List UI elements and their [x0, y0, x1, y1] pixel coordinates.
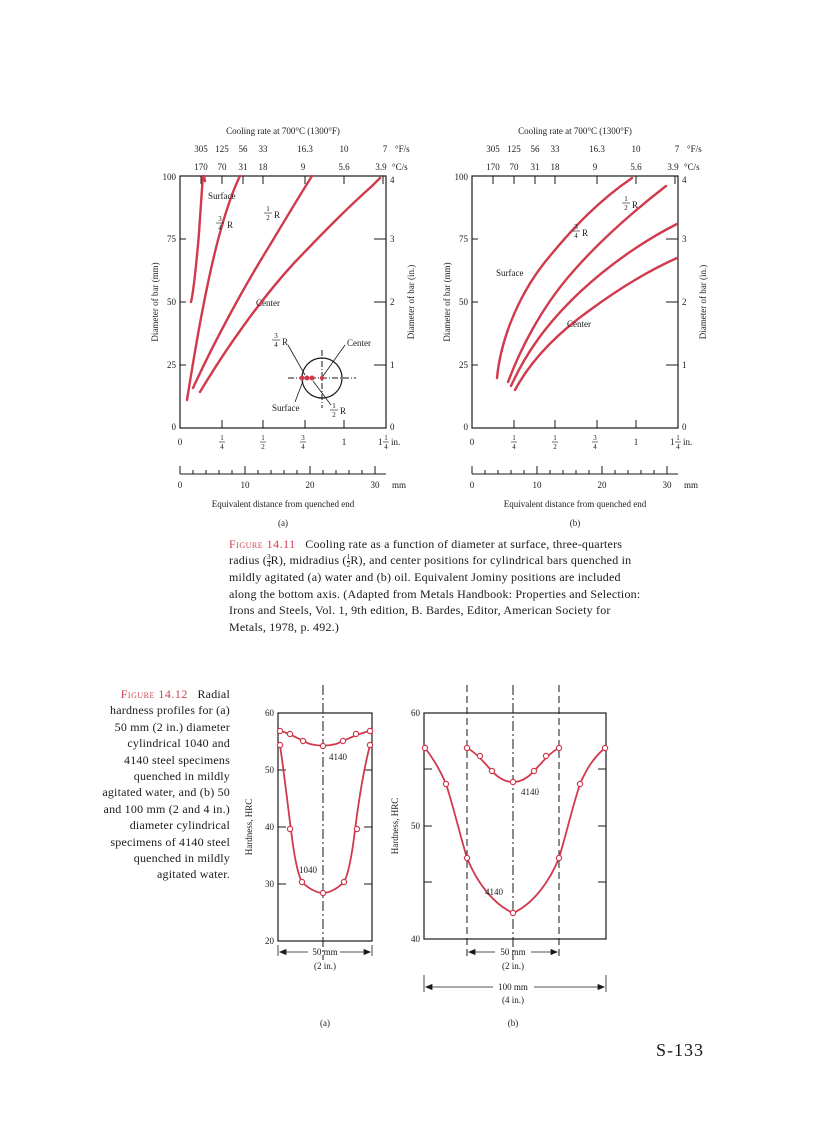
fig1411b-C-tick: 3.9 — [667, 162, 679, 172]
fig1411a-label-surface: Surface — [208, 191, 236, 201]
fig1411a-right-axis-label: Diameter of bar (in.) — [406, 264, 416, 340]
fig1411a-label-tq-r: R — [227, 220, 234, 230]
fig1411-caption-text-1: Cooling rate as a function of diameter at surface, three-quarters radius ( — [229, 537, 623, 568]
fig1411b-half-r: R — [632, 200, 639, 210]
fig1412a-label-1040: 1040 — [299, 865, 317, 875]
fig1411b-C-tick: 18 — [550, 162, 560, 172]
fig1411b-mm-tick: 10 — [532, 480, 542, 490]
fig1411a-F-tick: 10 — [339, 144, 349, 154]
pt — [287, 731, 292, 736]
fig1411b-F-tick: 33 — [550, 144, 560, 154]
fig1411b-in-tick: 0 — [469, 437, 475, 447]
pt — [300, 738, 305, 743]
pt — [277, 728, 282, 733]
fig1411b-C-tick: 31 — [530, 162, 540, 172]
fig1411a-mm-tick: 20 — [305, 480, 315, 490]
pt — [353, 731, 358, 736]
fig1411b-C-tick: 5.6 — [630, 162, 642, 172]
pt — [287, 826, 292, 831]
pt — [477, 753, 482, 758]
fig1411-caption-frac-34: $\frac{3}{4}$ — [266, 553, 271, 570]
fig1412b-curve-100mm — [425, 748, 605, 913]
fig1412a-points — [277, 728, 372, 895]
fig1411a-C-unit: °C/s — [392, 162, 408, 172]
fig1411b-tq-r: R — [582, 228, 589, 238]
fig1411b-tick-marks — [472, 176, 678, 428]
fig1411b-in-tick-quarter — [511, 434, 517, 451]
fig1411b-label-center: Center — [567, 319, 591, 329]
frac-den: 4 — [218, 224, 222, 232]
fig1411a-right-tick: 4 — [390, 175, 395, 185]
dim-arrow — [426, 985, 432, 990]
fig1411a-left-tick: 75 — [167, 234, 176, 244]
fig1412b-dim-small-mm: 50 mm — [500, 947, 526, 957]
fig1411a-F-tick: 16.3 — [297, 144, 313, 154]
pt — [367, 728, 372, 733]
fig1411b-mm-tick: 20 — [597, 480, 607, 490]
fig1412b-frame — [424, 713, 606, 939]
fig1411a-F-tick: 33 — [258, 144, 268, 154]
pt — [340, 738, 345, 743]
pt — [443, 781, 448, 786]
fig1411a-left-tick: 50 — [167, 297, 176, 307]
inset-label-three-quarter — [272, 332, 288, 349]
fig1412a-y-tick: 30 — [265, 879, 274, 889]
fig1411b-right-tick: 3 — [682, 234, 687, 244]
fig1411b-curves — [497, 178, 677, 390]
frac-num: 3 — [274, 332, 278, 340]
inset-label-surface: Surface — [272, 403, 300, 413]
fig1411a-left-axis-label: Diameter of bar (mm) — [150, 262, 160, 342]
fig1411a-top-tick-marks — [201, 176, 383, 184]
frac-num: 3 — [301, 434, 305, 442]
inset-half-r: R — [340, 406, 347, 416]
fig1411a-F-tick: 125 — [215, 144, 229, 154]
fig1411b-in-tick-3q — [592, 434, 598, 451]
fig1411a-C-ticks — [194, 162, 408, 172]
fig1411a-F-unit: °F/s — [395, 144, 410, 154]
fig1411a-C-tick: 18 — [258, 162, 268, 172]
pt — [299, 879, 304, 884]
fig1411-caption-frac-12: $\frac{1}{2}$ — [346, 553, 351, 570]
fig1412a-dim-mm: 50 mm — [312, 947, 338, 957]
dim-arrow — [551, 950, 557, 955]
frac-den: 4 — [574, 232, 578, 240]
pt — [510, 910, 515, 915]
inset-tq-r: R — [282, 337, 289, 347]
fig1411-caption-text-2: R), midradius ( — [270, 553, 347, 568]
fig1412b-y-tick: 60 — [411, 708, 420, 718]
fig1411b-in-tick-114 — [670, 434, 692, 451]
fig1411b-mm-axis — [472, 466, 678, 474]
fig1411b-label-surface: Surface — [496, 268, 524, 278]
frac-den: 4 — [593, 443, 597, 451]
frac-den: 2 — [332, 411, 336, 419]
fig1412b-dim-large-in: (4 in.) — [502, 995, 524, 1005]
fig1411b-right-tick: 2 — [682, 297, 687, 307]
inset-pt-three-quarter — [305, 376, 310, 381]
frac-den: 4 — [676, 443, 680, 451]
fig1411b-C-tick: 70 — [509, 162, 519, 172]
fig1411a-in-tick-114 — [378, 434, 400, 451]
pt — [510, 779, 515, 784]
fig1412b-label-50mm: 4140 — [521, 787, 539, 797]
fig1411b-mm-tick: 30 — [662, 480, 672, 490]
fig1412b-dim-large-mm: 100 mm — [498, 982, 528, 992]
pt — [577, 781, 582, 786]
inset-label-half — [330, 402, 346, 419]
fig1411b-panel-label: (b) — [569, 518, 581, 528]
fig1412-caption-number: Figure 14.12 — [120, 687, 188, 701]
frac-den: 4 — [301, 443, 305, 451]
fig1411a-top-title: Cooling rate at 700°C (1300°F) — [226, 126, 340, 136]
frac-num: 1 — [384, 434, 388, 442]
fig1411b-right-tick: 4 — [682, 175, 687, 185]
fig1411a-curve-surface — [191, 176, 203, 302]
fig1411a-curve-three-quarter — [187, 176, 240, 400]
fig1411a-label-half — [264, 205, 280, 222]
fig1412b-y-label: Hardness, HRC — [390, 797, 400, 855]
fig1412a-y-tick: 40 — [265, 822, 274, 832]
fig1411a-C-tick: 9 — [300, 162, 306, 172]
frac-num: 3 — [218, 215, 222, 223]
fig1411b-F-tick: 305 — [486, 144, 500, 154]
fig1411a-mm-axis — [180, 466, 386, 474]
frac-den: 2 — [553, 443, 557, 451]
fig1411b-left-tick: 100 — [454, 172, 468, 182]
pt — [367, 742, 372, 747]
fig1411a-in-tick: 1 — [341, 437, 347, 447]
dim-arrow — [280, 950, 286, 955]
unit: in. — [391, 437, 401, 447]
fig1411b-in-tick: 1 — [633, 437, 639, 447]
fig1411b-curve-surface — [497, 178, 632, 378]
fig1411b-left-axis-label: Diameter of bar (mm) — [442, 262, 452, 342]
fig1411a-mm-tick: 0 — [177, 480, 183, 490]
fig1411a-F-tick: 7 — [382, 144, 388, 154]
fig1411a-mm-tick: 30 — [370, 480, 380, 490]
pt — [489, 768, 494, 773]
fig1411b-C-tick: 170 — [486, 162, 500, 172]
fig1411a-in-tick-half — [260, 434, 266, 451]
frac-num: 1 — [261, 434, 265, 442]
fig1411b-F-tick: 125 — [507, 144, 521, 154]
fig1411b-right-axis-label: Diameter of bar (in.) — [698, 264, 708, 340]
dim-arrow — [469, 950, 475, 955]
fig1411a-mm-tick: 10 — [240, 480, 250, 490]
fig1412a-y-tick: 60 — [265, 708, 274, 718]
fig1412b — [390, 685, 608, 1028]
fig1412a-y-label: Hardness, HRC — [244, 798, 254, 856]
pt — [556, 855, 561, 860]
fig1411b-label-half — [622, 195, 638, 212]
fig1411a-C-tick: 170 — [194, 162, 208, 172]
fig1412-caption — [102, 686, 230, 883]
fig1411b-top-title: Cooling rate at 700°C (1300°F) — [518, 126, 632, 136]
fig1411-caption-number: Figure 14.11 — [229, 537, 296, 551]
fig1411a-in-tick-quarter — [219, 434, 225, 451]
fig1412a-curve-1040 — [280, 745, 370, 893]
fig1411a-right-tick: 1 — [390, 360, 395, 370]
frac-num: 3 — [574, 223, 578, 231]
fig1412b-panel-label: (b) — [507, 1018, 519, 1028]
fig1411b-frame — [472, 176, 678, 428]
fig1411b-F-tick: 10 — [631, 144, 641, 154]
frac-num: 1 — [553, 434, 557, 442]
frac-den: 4 — [512, 443, 516, 451]
fig1411-caption-text-3: R), and center positions for cylindrical bars quenched in mildly agitated (a) water and (b) oil. Equivalent Jominy positions are included along the bottom axis. (Adapted from Metals Handbook: Properties and Selection: Irons and Steels, Vol. 1, 9th edition, B. Bardes, Editor, American Society for Metals, 1978, p. 492.) — [229, 553, 641, 634]
fig1412b-y-tick: 40 — [411, 934, 420, 944]
frac-num: 1 — [512, 434, 516, 442]
fig1411b-C-unit: °C/s — [684, 162, 700, 172]
inset-pt-center — [320, 376, 324, 380]
pt — [341, 879, 346, 884]
dim-arrow — [598, 985, 604, 990]
fig1412a-curves — [280, 731, 370, 893]
pt — [556, 745, 561, 750]
frac-num: 1 — [220, 434, 224, 442]
frac-num: 1 — [332, 402, 336, 410]
frac-den: 2 — [624, 204, 628, 212]
fig1411b-C-tick: 9 — [592, 162, 598, 172]
inset-leader — [295, 381, 303, 402]
fig1411b-mm-tick: 0 — [469, 480, 475, 490]
fig1411b-in-tick-half — [552, 434, 558, 451]
frac-den: 4 — [274, 341, 278, 349]
fig1412b-y-tick: 50 — [411, 821, 420, 831]
fig1411a-right-tick: 2 — [390, 297, 395, 307]
fig1412b-curves — [425, 748, 605, 913]
fig1411b-right-tick: 0 — [682, 422, 687, 432]
pt — [464, 745, 469, 750]
fig1411a-bottom-tick-marks — [222, 420, 344, 428]
pt — [464, 855, 469, 860]
fig1411a-F-tick: 305 — [194, 144, 208, 154]
pt — [277, 742, 282, 747]
fig1411b-F-tick: 7 — [674, 144, 680, 154]
inset-pt-half — [310, 376, 315, 381]
fig1411a-F-ticks — [194, 144, 410, 154]
fig1411a-left-tick: 100 — [162, 172, 176, 182]
fig1411a-label-center: Center — [256, 298, 280, 308]
fig1411a-C-tick: 70 — [217, 162, 227, 172]
fig1411b-F-tick: 16.3 — [589, 144, 605, 154]
fig1411a-in-tick-3q — [300, 434, 306, 451]
fig1411a-in-tick: 0 — [177, 437, 183, 447]
unit: in. — [683, 437, 693, 447]
pt — [422, 745, 427, 750]
fig1412a-panel-label: (a) — [320, 1018, 330, 1028]
fig1412b-points — [422, 745, 607, 915]
pt — [354, 826, 359, 831]
fig1411b-left-tick: 0 — [463, 422, 468, 432]
fig1411b-mm-unit: mm — [684, 480, 699, 490]
fig1411b-left-tick: 75 — [459, 234, 468, 244]
frac-den: 2 — [266, 214, 270, 222]
fig1411a-curve-surface-top — [204, 176, 205, 181]
fig1411a-right-tick: 0 — [390, 422, 395, 432]
frac-den: 4 — [220, 443, 224, 451]
fig1412b-dim-small-in: (2 in.) — [502, 961, 524, 971]
fig1411a-C-tick: 5.6 — [338, 162, 350, 172]
fig1411a-bottom-label: Equivalent distance from quenched end — [211, 499, 355, 509]
fig1411b-right-tick: 1 — [682, 360, 687, 370]
whole: 1 — [378, 437, 383, 447]
fig1412b-label-100mm: 4140 — [485, 887, 503, 897]
pt — [602, 745, 607, 750]
pt — [531, 768, 536, 773]
fig1411b-left-tick: 50 — [459, 297, 468, 307]
fig1412-caption-text: Radial hardness profiles for (a) 50 mm (2 in.) diameter cylindrical 1040 and 4140 steel specimens quenched in mildly agitated water, and (b) 50 and 100 mm (2 and 4 in.) diameter cylindrical specimens of 4140 steel quenched in mildly agitated water. — [102, 687, 230, 882]
fig1411a-left-tick: 0 — [171, 422, 176, 432]
fig1411b — [442, 126, 708, 528]
frac-num: 1 — [266, 205, 270, 213]
fig1412a-y-tick: 20 — [265, 936, 274, 946]
fig1412a-label-4140: 4140 — [329, 752, 347, 762]
fig1411a-left-tick: 25 — [167, 360, 176, 370]
pt — [320, 743, 325, 748]
inset-label-center: Center — [347, 338, 371, 348]
fig1411a-inset — [272, 332, 371, 419]
frac-den: 2 — [261, 443, 265, 451]
fig1411a-C-tick: 3.9 — [375, 162, 387, 172]
fig1411a-mm-unit: mm — [392, 480, 407, 490]
fig1411b-F-unit: °F/s — [687, 144, 702, 154]
fig1411b-left-tick: 25 — [459, 360, 468, 370]
fig1411b-F-tick: 56 — [530, 144, 540, 154]
frac-den: 4 — [384, 443, 388, 451]
fig1411a-panel-label: (a) — [278, 518, 288, 528]
frac-num: 1 — [624, 195, 628, 203]
fig1411a-right-tick: 3 — [390, 234, 395, 244]
frac-num: 1 — [676, 434, 680, 442]
inset-leader — [323, 345, 345, 376]
pt — [543, 753, 548, 758]
fig1411a-curves — [187, 176, 380, 400]
fig1411b-bottom-label: Equivalent distance from quenched end — [503, 499, 647, 509]
whole: 1 — [670, 437, 675, 447]
fig1412a-dim-in: (2 in.) — [314, 961, 336, 971]
fig1411a-frame — [180, 176, 386, 428]
inset-pt-surface — [300, 376, 305, 381]
fig1412a-y-tick: 50 — [265, 765, 274, 775]
fig1411a-label-half-r: R — [274, 210, 281, 220]
page-number: S-133 — [656, 1040, 705, 1060]
fig1411a-C-tick: 31 — [238, 162, 248, 172]
fig1411a — [150, 126, 416, 528]
fig1411a-F-tick: 56 — [238, 144, 248, 154]
fig1411-caption — [229, 536, 641, 635]
fig1411b-label-three-quarter — [572, 223, 588, 240]
inset-leader — [288, 345, 305, 375]
pt — [320, 890, 325, 895]
dim-arrow — [364, 950, 370, 955]
frac-num: 3 — [593, 434, 597, 442]
fig1412a — [244, 685, 373, 1028]
